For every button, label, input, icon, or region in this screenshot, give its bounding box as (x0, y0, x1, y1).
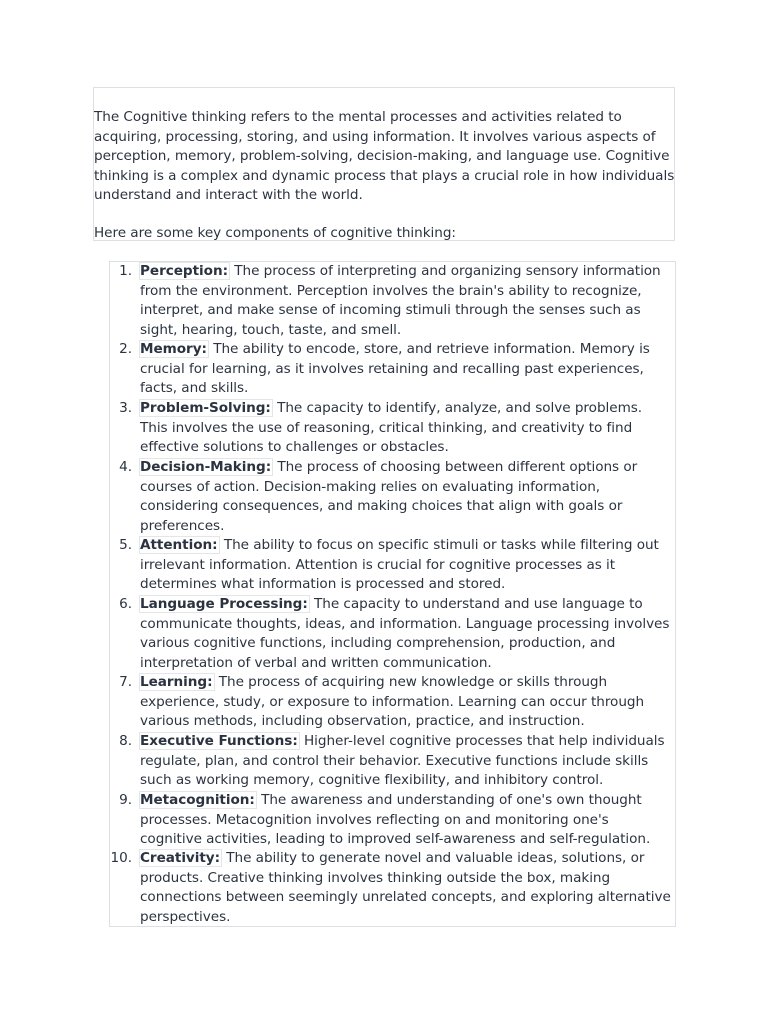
intro-lead-in: Here are some key components of cognitive thinking: (94, 225, 456, 241)
item-term: Executive Functions: (140, 733, 298, 749)
item-number: 2. (119, 341, 132, 357)
item-number: 5. (119, 537, 132, 553)
item-number: 1. (119, 263, 132, 279)
item-description: The process of choosing between different options or courses of action. Decision-making relies on evaluating information, considering consequences, and making choices that align with goals or preferences. (140, 459, 638, 534)
item-number: 7. (119, 674, 132, 690)
item-description: The ability to generate novel and valuable ideas, solutions, or products. Creative thinking involves thinking outside the box, making connections between seemingly unrelated concepts, and exploring alternative perspectives. (140, 850, 671, 925)
item-description: The awareness and understanding of one's own thought processes. Metacognition involves reflecting on and monitoring one's cognitive activities, leading to improved self-awareness and self-regulation. (140, 792, 651, 847)
item-description: The capacity to understand and use language to communicate thoughts, ideas, and information. Language processing involves various cognitive functions, including comprehension, production, and interpretation of verbal and written communication. (140, 596, 670, 671)
item-description: The process of acquiring new knowledge or skills through experience, study, or exposure to information. Learning can occur through various methods, including observation, practice, and instruction. (140, 674, 645, 729)
item-term: Metacognition: (140, 792, 255, 808)
item-number: 8. (119, 733, 132, 749)
item-number: 4. (119, 459, 132, 475)
item-description: The capacity to identify, analyze, and solve problems. This involves the use of reasoning, critical thinking, and creativity to find effective solutions to challenges or obstacles. (140, 400, 643, 455)
item-description: Higher-level cognitive processes that help individuals regulate, plan, and control their behavior. Executive functions include skills such as working memory, cognitive flexibility, and inhibitory control. (140, 733, 665, 788)
item-number: 3. (119, 400, 132, 416)
item-term: Creativity: (140, 850, 220, 866)
item-term: Problem-Solving: (140, 400, 271, 416)
item-number: 9. (119, 792, 132, 808)
item-number: 10. (110, 850, 132, 866)
item-term: Attention: (140, 537, 218, 553)
item-number: 6. (119, 596, 132, 612)
item-term: Learning: (140, 674, 213, 690)
item-description: The process of interpreting and organizing sensory information from the environment. Perception involves the brain's ability to recognize, interpret, and make sense of incoming stimuli through the senses such as sight, hearing, touch, taste, and smell. (140, 263, 661, 338)
item-term: Memory: (140, 341, 207, 357)
components-list (109, 261, 676, 927)
item-description: The ability to encode, store, and retrieve information. Memory is crucial for learning, as it involves retaining and recalling past experiences, facts, and skills. (140, 341, 650, 396)
intro-section (93, 87, 675, 241)
item-term: Decision-Making: (140, 459, 272, 475)
item-description: The ability to focus on specific stimuli or tasks while filtering out irrelevant information. Attention is crucial for cognitive processes as it determines what information is processed and stored. (140, 537, 659, 592)
intro-paragraph: The Cognitive thinking refers to the mental processes and activities related to acquiring, processing, storing, and using information. It involves various aspects of perception, memory, problem-solving, decision-making, and language use. Cognitive thinking is a complex and dynamic process that plays a crucial role in how individuals understand and interact with the world. (94, 109, 675, 203)
item-term: Language Processing: (140, 596, 308, 612)
item-term: Perception: (140, 263, 228, 279)
